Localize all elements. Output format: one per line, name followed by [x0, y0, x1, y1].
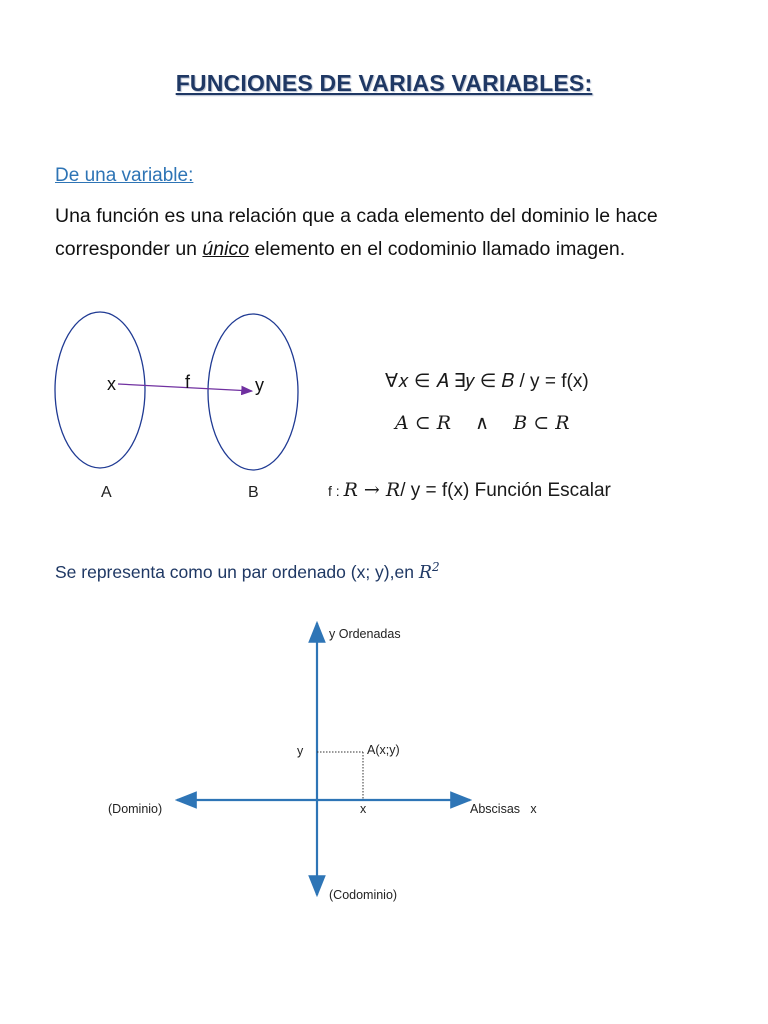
representation-text: Se representa como un par ordenado (x; y),en — [55, 561, 419, 582]
element-y: y — [255, 375, 264, 395]
x-axis-label: Abscisas x — [470, 802, 537, 816]
function-prefix: f : — [328, 483, 344, 499]
r-space: 𝑅 — [418, 562, 433, 583]
definition-line-2-start: corresponder un — [55, 238, 203, 260]
mapping-diagram — [40, 300, 330, 520]
r-exponent: 2 — [432, 560, 440, 574]
subset-formula: 𝐴 ⊂ 𝑅 ∧ 𝐵 ⊂ 𝑅 — [395, 412, 570, 434]
cartesian-axes — [95, 615, 565, 915]
page-title: FUNCIONES DE VARIAS VARIABLES: — [175, 70, 593, 96]
scalar-function-formula — [328, 479, 611, 502]
function-suffix: / y = f(x) Función Escalar — [400, 480, 611, 501]
definition-line-1: Una función es una relación que a cada elemento del dominio le hace — [55, 205, 658, 227]
x-tick-label: x — [360, 802, 367, 816]
definition-line-2-end: elemento en el codominio llamado imagen. — [249, 238, 626, 260]
set-b-label: B — [248, 484, 259, 501]
element-x: x — [107, 374, 116, 394]
quantifier-formula: ∀𝑥 ∈ 𝐴 ∃𝑦 ∈ 𝐵 / y = f(x) — [385, 371, 589, 392]
emphasis-word: único — [202, 238, 250, 260]
section-heading: De una variable: — [55, 165, 194, 186]
set-b-ellipse — [208, 314, 298, 470]
y-axis-label: y Ordenadas — [329, 627, 401, 641]
function-mapping: 𝑅 → 𝑅 — [343, 479, 401, 501]
point-label: A(x;y) — [367, 743, 400, 757]
definition-line-2 — [55, 238, 625, 261]
domain-label: (Dominio) — [108, 802, 163, 816]
codomain-label: (Codominio) — [329, 888, 398, 902]
representation-line — [55, 560, 440, 583]
set-a-ellipse — [55, 312, 145, 468]
y-tick-label: y — [297, 744, 304, 758]
set-a-label: A — [101, 484, 112, 501]
arrow-label-f: f — [185, 372, 191, 392]
